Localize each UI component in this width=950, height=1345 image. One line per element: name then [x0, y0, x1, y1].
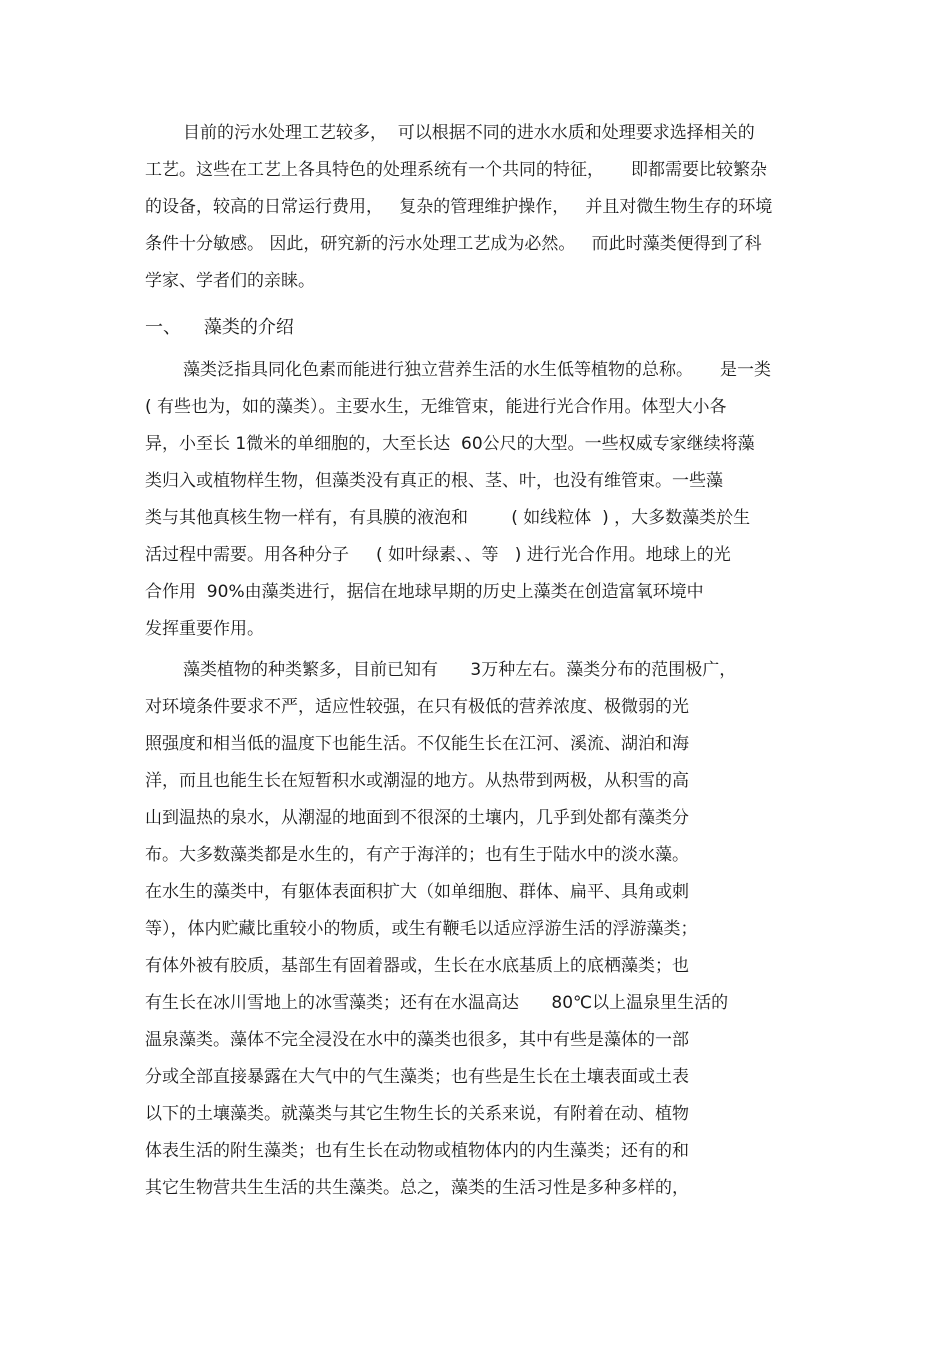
paragraph-2-line: 发挥重要作用。	[145, 619, 264, 639]
paragraph-2-line: 藻类泛指具同化色素而能进行独立营养生活的水生低等植物的总称。 是一类	[183, 360, 772, 380]
paragraph-3-line: 等），体内贮藏比重较小的物质，或生有鞭毛以适应浮游生活的浮游藻类；	[145, 919, 698, 939]
paragraph-3-line: 布。大多数藻类都是水生的，有产于海洋的；也有生于陆水中的淡水藻。	[145, 845, 689, 865]
paragraph-2-line: 类与其他真核生物一样有，有具膜的液泡和 ( 如线粒体 ) ，大多数藻类於生	[145, 508, 751, 528]
paragraph-2-line: ( 有些也为，如的藻类）。主要水生，无维管束，能进行光合作用。体型大小各	[145, 397, 727, 417]
paragraph-3-line: 山到温热的泉水，从潮湿的地面到不很深的土壤内，几乎到处都有藻类分	[145, 808, 689, 828]
section-heading: 一、 藻类的介绍	[145, 317, 294, 338]
paragraph-3-line: 温泉藻类。藻体不完全浸没在水中的藻类也很多，其中有些是藻体的一部	[145, 1030, 689, 1050]
paragraph-3-line: 以下的土壤藻类。就藻类与其它生物生长的关系来说，有附着在动、植物	[145, 1104, 689, 1124]
paragraph-3-line: 体表生活的附生藻类；也有生长在动物或植物体内的内生藻类；还有的和	[145, 1141, 689, 1161]
paragraph-3-line: 有生长在冰川雪地上的冰雪藻类；还有在水温高达 80℃以上温泉里生活的	[145, 993, 729, 1013]
paragraph-2-line: 活过程中需要。用各种分子 ( 如叶绿素、、等 ) 进行光合作用。地球上的光	[145, 545, 731, 565]
paragraph-3-line: 对环境条件要求不严，适应性较强，在只有极低的营养浓度、极微弱的光	[145, 697, 689, 717]
paragraph-1-line: 工艺。这些在工艺上各具特色的处理系统有一个共同的特征， 即都需要比较繁杂	[145, 160, 768, 180]
paragraph-1-line: 条件十分敏感。 因此，研究新的污水处理工艺成为必然。 而此时藻类便得到了科	[145, 234, 762, 254]
paragraph-2-line: 合作用 90%由藻类进行，据信在地球早期的历史上藻类在创造富氧环境中	[145, 582, 704, 602]
paragraph-3-line: 洋，而且也能生长在短暂积水或潮湿的地方。从热带到两极，从积雪的高	[145, 771, 689, 791]
paragraph-3-line: 有体外被有胶质，基部生有固着器或，生长在水底基质上的底栖藻类；也	[145, 956, 689, 976]
paragraph-3-line: 分或全部直接暴露在大气中的气生藻类；也有些是生长在土壤表面或土表	[145, 1067, 689, 1087]
paragraph-3-line: 藻类植物的种类繁多，目前已知有 3万种左右。藻类分布的范围极广，	[183, 660, 737, 680]
paragraph-2-line: 类归入或植物样生物，但藻类没有真正的根、茎、叶，也没有维管束。一些藻	[145, 471, 723, 491]
paragraph-3-line: 其它生物营共生生活的共生藻类。总之，藻类的生活习性是多种多样的，	[145, 1178, 689, 1198]
paragraph-3-line: 照强度和相当低的温度下也能生活。不仅能生长在江河、溪流、湖泊和海	[145, 734, 689, 754]
paragraph-1-line: 目前的污水处理工艺较多， 可以根据不同的进水水质和处理要求选择相关的	[183, 123, 755, 143]
paragraph-3-line: 在水生的藻类中，有躯体表面积扩大（如单细胞、群体、扁平、具角或刺	[145, 882, 689, 902]
paragraph-1-line: 的设备，较高的日常运行费用， 复杂的管理维护操作， 并且对微生物生存的环境	[145, 197, 773, 217]
paragraph-2-line: 异，小至长 1微米的单细胞的，大至长达 60公尺的大型。一些权威专家继续将藻	[145, 434, 755, 454]
paragraph-1-line: 学家、学者们的亲睐。	[145, 271, 315, 291]
